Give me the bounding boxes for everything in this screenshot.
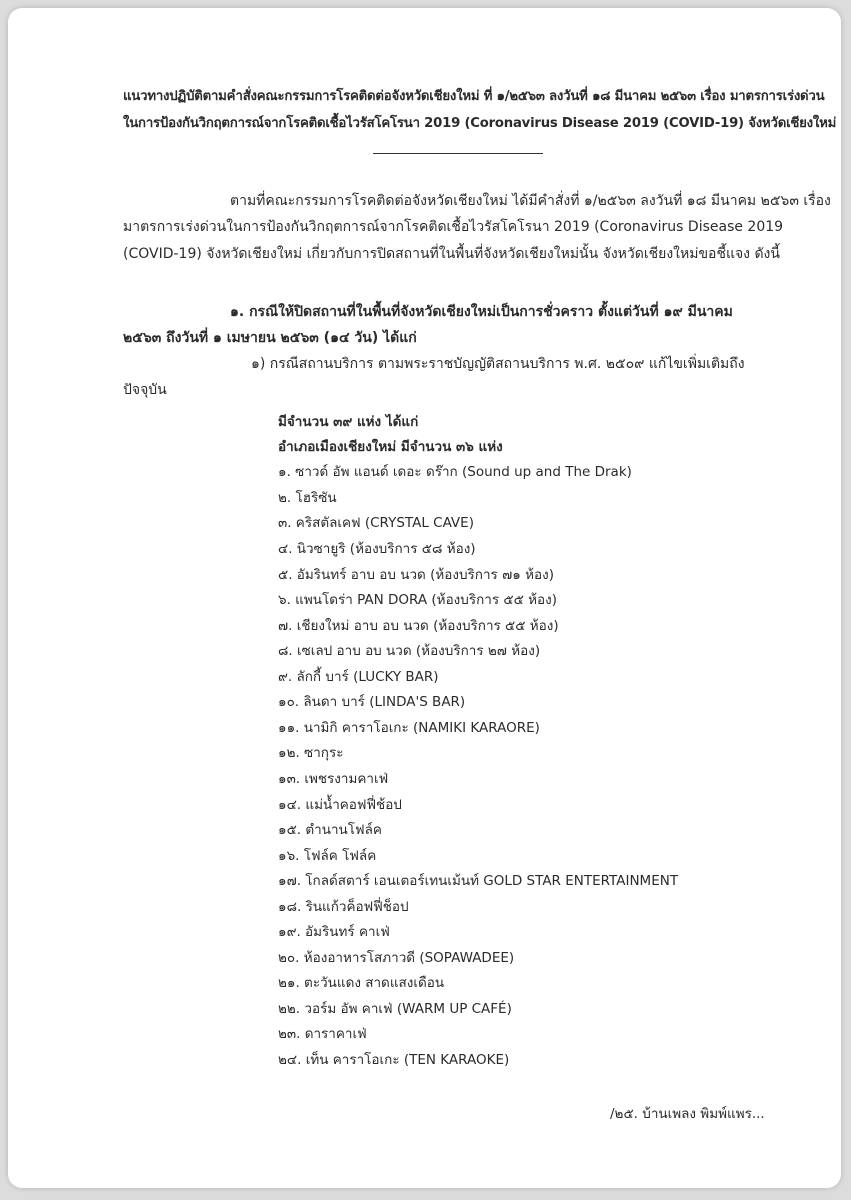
list-item: ๒๔. เท็น คาราโอเกะ (TEN KARAOKE) — [278, 1052, 510, 1068]
intro-line-2: มาตรการเร่งด่วนในการป้องกันวิกฤตการณ์จากโรคติดเชื้อไวรัสโคโรนา 2019 (Coronavirus Disease 2019 — [123, 219, 784, 235]
list-item: ๒๑. ตะวันแดง สาดแสงเดือน — [278, 975, 445, 991]
list-item: ๑๔. แม่น้ำคอฟฟี่ช้อป — [278, 797, 402, 813]
list-item: ๙. ลักกี้ บาร์ (LUCKY BAR) — [278, 669, 439, 685]
list-item: ๗. เชียงใหม่ อาบ อบ นวด (ห้องบริการ ๕๕ ห้อง) — [278, 618, 559, 634]
list-item: ๑๑. นามิกิ คาราโอเกะ (NAMIKI KARAORE) — [278, 720, 540, 736]
list-item: ๒๐. ห้องอาหารโสภาวดี (SOPAWADEE) — [278, 950, 515, 966]
list-item: ๒๓. ดาราคาเฟ่ — [278, 1026, 367, 1042]
subsection-1-line-2: ปัจจุบัน — [123, 382, 167, 398]
list-item: ๑๐. ลินดา บาร์ (LINDA'S BAR) — [278, 694, 466, 710]
list-item: ๕. อัมรินทร์ อาบ อบ นวด (ห้องบริการ ๗๑ ห้อง) — [278, 567, 554, 583]
venue-count-total: มีจำนวน ๓๙ แห่ง ได้แก่ — [278, 414, 419, 430]
intro-line-1: ตามที่คณะกรรมการโรคติดต่อจังหวัดเชียงใหม่ ได้มีคำสั่งที่ ๑/๒๕๖๓ ลงวันที่ ๑๘ มีนาคม ๒๕๖๓ เรื่อง — [230, 193, 831, 209]
document-title-line-2: ในการป้องกันวิกฤตการณ์จากโรคติดเชื้อไวรัสโคโรนา 2019 (Coronavirus Disease 2019 (COVID-19) จังหวัดเชียงใหม่ — [123, 116, 837, 131]
list-item: ๑๗. โกลด์สตาร์ เอนเตอร์เทนเม้นท์ GOLD STAR ENTERTAINMENT — [278, 873, 679, 889]
venue-count-district: อำเภอเมืองเชียงใหม่ มีจำนวน ๓๖ แห่ง — [278, 439, 503, 455]
list-item: ๘. เซเลป อาบ อบ นวด (ห้องบริการ ๒๗ ห้อง) — [278, 643, 541, 659]
list-item: ๑๕. ตำนานโฟล์ค — [278, 822, 382, 838]
intro-line-3: (COVID-19) จังหวัดเชียงใหม่ เกี่ยวกับการปิดสถานที่ในพื้นที่จังหวัดเชียงใหม่นั้น จังหวัดเชียงใหม่ขอชี้แจง ดังนี้ — [123, 246, 780, 262]
list-item: ๒. โฮริซัน — [278, 490, 337, 506]
list-item: ๑๖. โฟล์ค โฟล์ค — [278, 848, 377, 864]
subsection-1-line-1: ๑) กรณีสถานบริการ ตามพระราชบัญญัติสถานบริการ พ.ศ. ๒๕๐๙ แก้ไขเพิ่มเติมถึง — [251, 356, 745, 372]
list-item: ๑๒. ซากุระ — [278, 745, 344, 761]
list-item: ๒๒. วอร์ม อัพ คาเฟ่ (WARM UP CAFÉ) — [278, 1001, 512, 1017]
title-underline — [373, 153, 543, 154]
list-item: ๑๙. อัมรินทร์ คาเฟ่ — [278, 924, 390, 940]
page-continuation: /๒๕. บ้านเพลง พิมพ์แพร... — [610, 1106, 765, 1122]
document-title-line-1: แนวทางปฏิบัติตามคำสั่งคณะกรรมการโรคติดต่อจังหวัดเชียงใหม่ ที่ ๑/๒๕๖๓ ลงวันที่ ๑๘ มีนาคม ๒๕๖๓ เรื่อง มาตรการเร่งด่วน — [123, 89, 825, 104]
list-item: ๔. นิวซายูริ (ห้องบริการ ๕๘ ห้อง) — [278, 541, 476, 557]
list-item: ๑๓. เพชรงามคาเฟ่ — [278, 771, 389, 787]
list-item: ๑. ซาวด์ อัพ แอนด์ เดอะ ดร๊าก (Sound up and The Drak) — [278, 464, 632, 480]
section-1-line-2: ๒๕๖๓ ถึงวันที่ ๑ เมษายน ๒๕๖๓ (๑๔ วัน) ได้แก่ — [123, 330, 417, 346]
list-item: ๖. แพนโดร่า PAN DORA (ห้องบริการ ๕๕ ห้อง) — [278, 592, 557, 608]
list-item: ๑๘. รินแก้วค็อฟฟี่ช็อป — [278, 899, 409, 915]
list-item: ๓. คริสตัลเคฟ (CRYSTAL CAVE) — [278, 515, 474, 531]
document-page — [8, 8, 841, 1188]
section-1-line-1: ๑. กรณีให้ปิดสถานที่ในพื้นที่จังหวัดเชียงใหม่เป็นการชั่วคราว ตั้งแต่วันที่ ๑๙ มีนาคม — [230, 304, 733, 320]
